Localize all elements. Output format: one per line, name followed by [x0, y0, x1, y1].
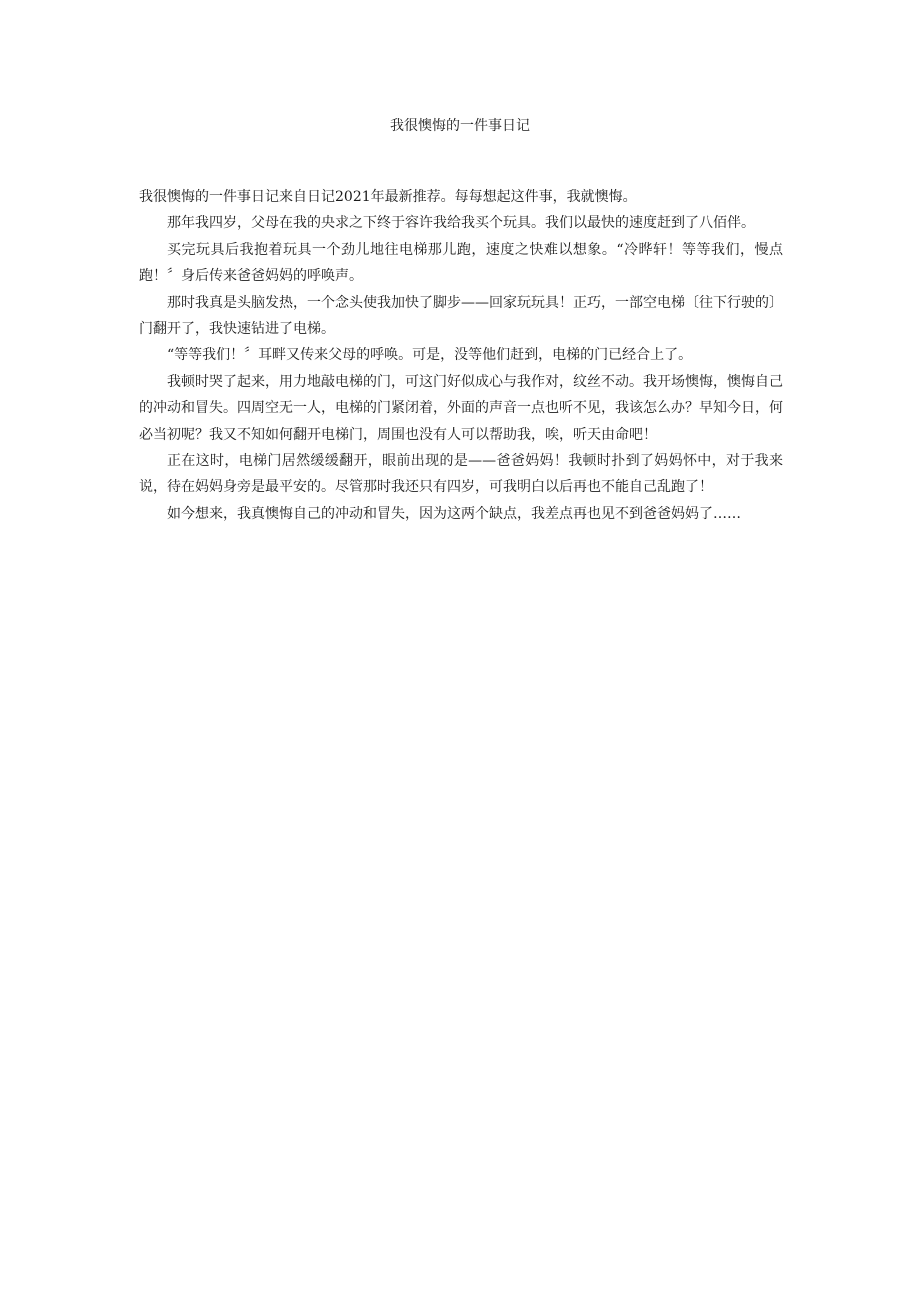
paragraph: 我顿时哭了起来，用力地敲电梯的门，可这门好似成心与我作对，纹丝不动。我开场懊悔，懊悔自己的冲动和冒失。四周空无一人，电梯的门紧闭着，外面的声音一点也听不见，我该怎么办？早知今日，何必当初呢？我又不知如何翻开电梯门，周围也没有人可以帮助我，唉，听天由命吧！: [139, 373, 783, 443]
paragraph-intro: 我很懊悔的一件事日记来自日记2021年最新推荐。每每想起这件事，我就懊悔。: [139, 189, 637, 205]
paragraph: 那年我四岁，父母在我的央求之下终于容许我给我买个玩具。我们以最快的速度赶到了八佰伴。: [167, 215, 755, 232]
paragraph: 买完玩具后我抱着玩具一个劲儿地往电梯那儿跑，速度之快难以想象。“冷晔轩！等等我们，慢点跑！〞身后传来爸爸妈妈的呼唤声。: [139, 241, 783, 285]
document-body: [139, 184, 783, 527]
paragraph: 如今想来，我真懊悔自己的冲动和冒失，因为这两个缺点，我差点再也见不到爸爸妈妈了……: [167, 505, 741, 522]
paragraph: 正在这时，电梯门居然缓缓翻开，眼前出现的是——爸爸妈妈！我顿时扑到了妈妈怀中，对于我来说，待在妈妈身旁是最平安的。尽管那时我还只有四岁，可我明白以后再也不能自己乱跑了！: [139, 453, 783, 496]
paragraph: “等等我们！〞耳畔又传来父母的呼唤。可是，没等他们赶到，电梯的门已经合上了。: [167, 347, 693, 364]
document-title: 我很懊悔的一件事日记: [390, 118, 530, 134]
paragraph: 那时我真是头脑发热，一个念头使我加快了脚步——回家玩玩具！正巧，一部空电梯〔往下行驶的〕门翻开了，我快速钻进了电梯。: [139, 294, 783, 338]
